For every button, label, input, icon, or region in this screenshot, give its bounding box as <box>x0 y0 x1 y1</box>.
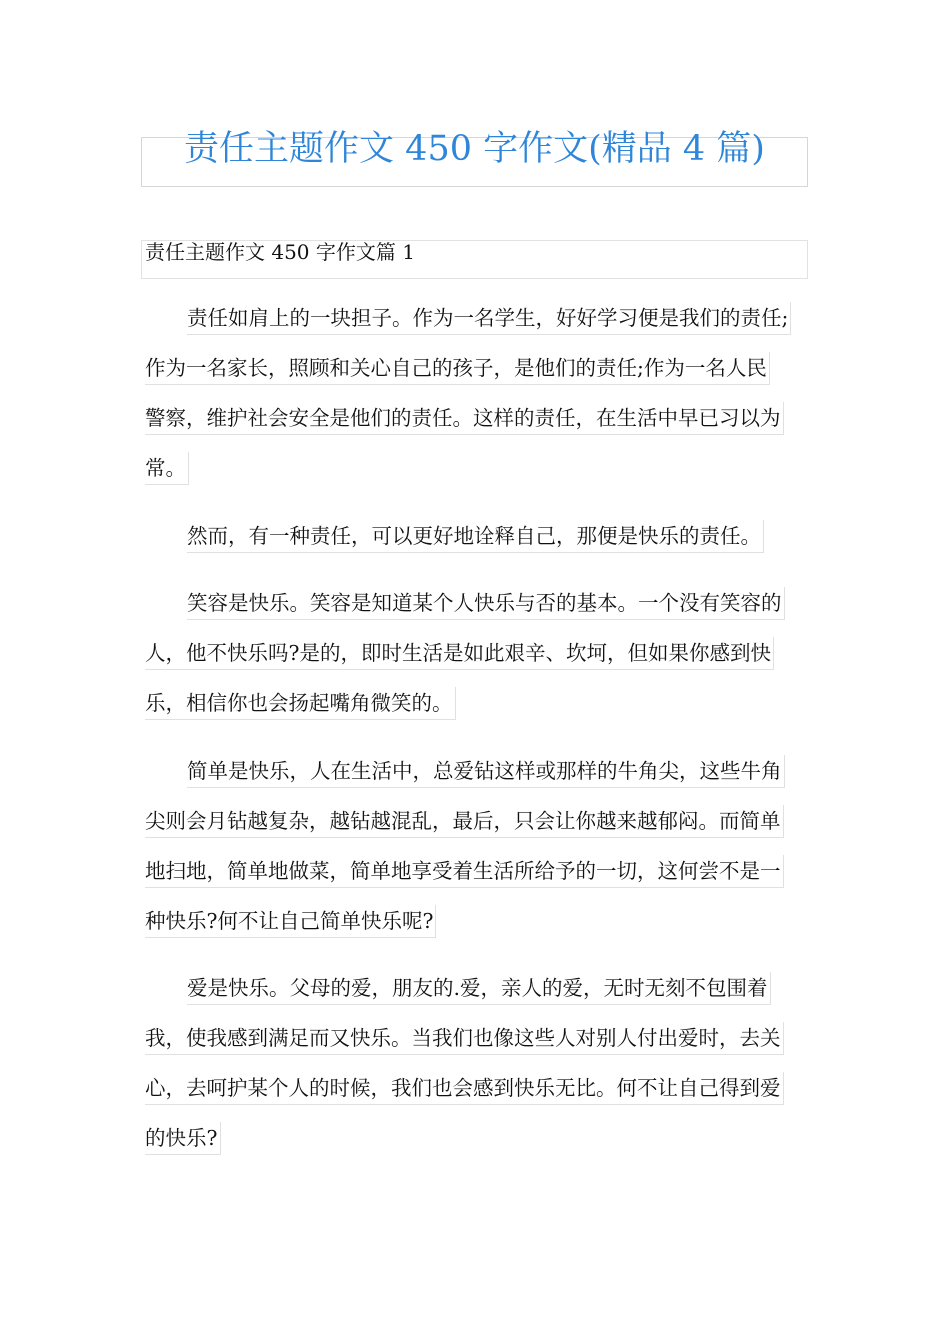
paragraph-line <box>145 805 810 855</box>
line-text: 的快乐? <box>145 1122 221 1155</box>
paragraph-line <box>145 755 810 805</box>
line-text: 尖则会月钻越复杂，越钻越混乱，最后，只会让你越来越郁闷。而简单 <box>145 805 784 838</box>
line-text: 我，使我感到满足而又快乐。当我们也像这些人对别人付出爱时，去关 <box>145 1022 784 1055</box>
paragraph-4 <box>145 755 810 955</box>
paragraph-line <box>145 520 810 570</box>
line-text: 人，他不快乐吗?是的，即时生活是如此艰辛、坎坷，但如果你感到快 <box>145 637 774 670</box>
paragraph-1 <box>145 302 810 502</box>
section-heading: 责任主题作文 450 字作文篇 1 <box>145 240 415 264</box>
line-text: 地扫地，简单地做菜，简单地享受着生活所给予的一切，这何尝不是一 <box>145 855 784 888</box>
line-text: 笑容是快乐。笑容是知道某个人快乐与否的基本。一个没有笑容的 <box>187 587 785 620</box>
paragraph-line <box>145 855 810 905</box>
line-text: 简单是快乐，人在生活中，总爱钻这样或那样的牛角尖，这些牛角 <box>187 755 785 788</box>
paragraph-line <box>145 1122 810 1172</box>
paragraph-line <box>145 905 810 955</box>
line-text: 责任如肩上的一块担子。作为一名学生，好好学习便是我们的责任; <box>187 302 791 335</box>
paragraph-line <box>145 587 810 637</box>
line-text: 警察，维护社会安全是他们的责任。这样的责任，在生活中早已习以为 <box>145 402 784 435</box>
line-text: 作为一名家长，照顾和关心自己的孩子，是他们的责任;作为一名人民 <box>145 352 770 385</box>
paragraph-line <box>145 1072 810 1122</box>
paragraph-line <box>145 452 810 502</box>
line-text: 爱是快乐。父母的爱，朋友的.爱，亲人的爱，无时无刻不包围着 <box>187 972 771 1005</box>
line-text: 乐，相信你也会扬起嘴角微笑的。 <box>145 687 456 720</box>
paragraph-line <box>145 402 810 452</box>
paragraph-line <box>145 972 810 1022</box>
paragraph-5 <box>145 972 810 1172</box>
line-text: 种快乐?何不让自己简单快乐呢? <box>145 905 436 938</box>
line-text: 然而，有一种责任，可以更好地诠释自己，那便是快乐的责任。 <box>187 520 764 553</box>
paragraph-2 <box>145 520 810 570</box>
paragraph-line <box>145 1022 810 1072</box>
line-text: 常。 <box>145 452 189 485</box>
paragraph-line <box>145 302 810 352</box>
document-title: 责任主题作文 450 字作文(精品 4 篇) <box>184 129 765 169</box>
paragraph-line <box>145 637 810 687</box>
paragraph-line <box>145 352 810 402</box>
line-text: 心，去呵护某个人的时候，我们也会感到快乐无比。何不让自己得到爱 <box>145 1072 784 1105</box>
paragraph-3 <box>145 587 810 737</box>
paragraph-line <box>145 687 810 737</box>
